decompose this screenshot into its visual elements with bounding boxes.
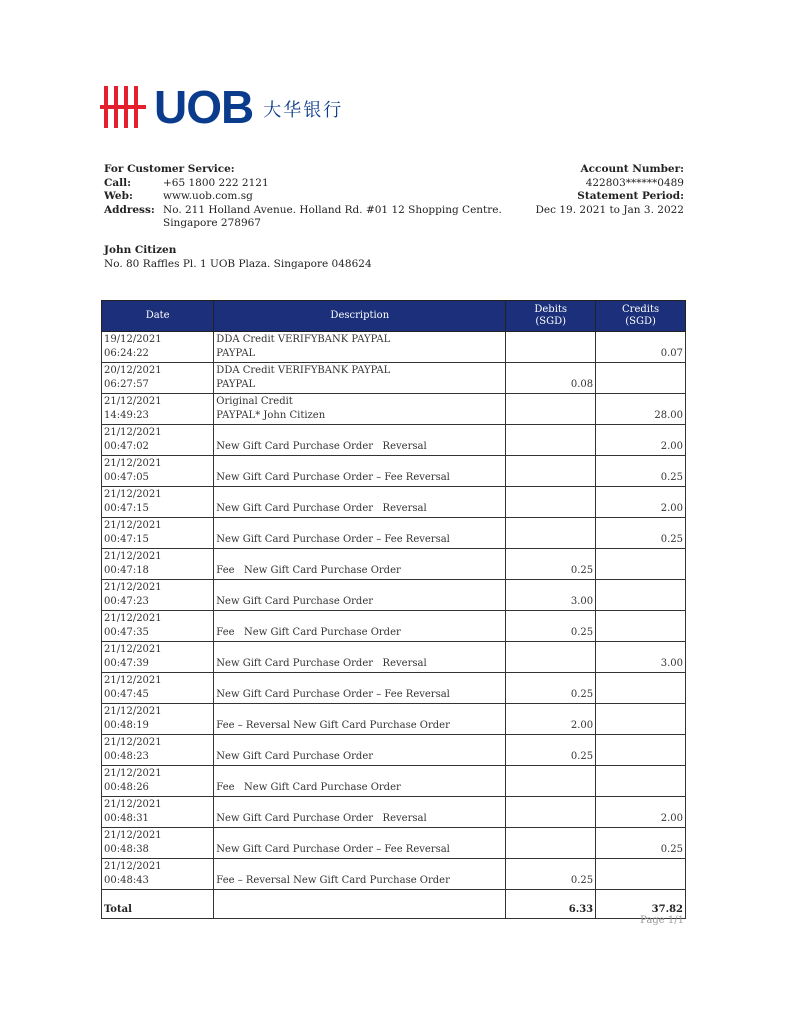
customer-name: John Citizen xyxy=(104,244,177,256)
row-time: 00:47:45 xyxy=(104,689,149,700)
row-debit xyxy=(506,797,596,828)
table-row xyxy=(102,673,686,704)
row-credit xyxy=(596,859,686,890)
row-time: 06:24:22 xyxy=(104,348,149,359)
table-row xyxy=(102,487,686,518)
row-credit: 3.00 xyxy=(596,642,686,673)
row-credit: 0.07 xyxy=(596,332,686,363)
logo-chinese-text: 大华银行 xyxy=(263,100,344,121)
row-time: 14:49:23 xyxy=(104,410,149,421)
row-description: New Gift Card Purchase Order xyxy=(214,735,506,766)
row-description: New Gift Card Purchase Order – Fee Reversal xyxy=(214,673,506,704)
row-description: New Gift Card Purchase Order Reversal xyxy=(214,487,506,518)
row-description: New Gift Card Purchase Order Reversal xyxy=(214,642,506,673)
row-description: New Gift Card Purchase Order xyxy=(214,580,506,611)
row-debit: 0.25 xyxy=(506,859,596,890)
table-header-row xyxy=(102,301,686,332)
row-credit xyxy=(596,673,686,704)
row-description: DDA Credit VERIFYBANK PAYPAL PAYPAL xyxy=(214,363,506,394)
row-credit xyxy=(596,549,686,580)
account-number-label: Account Number: xyxy=(580,163,684,175)
row-time: 00:47:23 xyxy=(104,596,149,607)
row-debit: 0.25 xyxy=(506,611,596,642)
row-time: 00:47:05 xyxy=(104,472,149,483)
customer-service-title: For Customer Service: xyxy=(104,163,235,175)
row-debit xyxy=(506,456,596,487)
table-row xyxy=(102,456,686,487)
row-debit: 0.25 xyxy=(506,549,596,580)
header-debits: Debits (SGD) xyxy=(506,301,596,332)
account-number-value: 422803******0489 xyxy=(585,176,684,189)
transactions-table xyxy=(101,300,686,919)
row-date: 21/12/2021 00:47:45 xyxy=(102,673,214,704)
customer-block xyxy=(104,244,372,271)
row-time: 00:47:39 xyxy=(104,658,149,669)
row-debit xyxy=(506,642,596,673)
row-date: 21/12/2021 00:48:38 xyxy=(102,828,214,859)
row-description: Fee – Reversal New Gift Card Purchase Order xyxy=(214,859,506,890)
table-row xyxy=(102,797,686,828)
row-description: Fee New Gift Card Purchase Order xyxy=(214,549,506,580)
table-row xyxy=(102,859,686,890)
address-label: Address: xyxy=(104,203,155,216)
row-description: Fee – Reversal New Gift Card Purchase Order xyxy=(214,704,506,735)
logo-text: UOB xyxy=(154,81,254,133)
account-block xyxy=(536,163,684,217)
uob-logo xyxy=(100,82,343,132)
row-date: 21/12/2021 14:49:23 xyxy=(102,394,214,425)
row-time: 00:47:15 xyxy=(104,503,149,514)
table-row xyxy=(102,735,686,766)
row-debit: 0.25 xyxy=(506,673,596,704)
row-credit: 28.00 xyxy=(596,394,686,425)
address-line1: No. 211 Holland Avenue. Holland Rd. #01 12 Shopping Centre. xyxy=(163,203,502,216)
customer-service-block xyxy=(104,163,502,231)
table-row xyxy=(102,611,686,642)
uob-logo-icon xyxy=(100,84,146,130)
row-debit xyxy=(506,828,596,859)
row-debit: 0.08 xyxy=(506,363,596,394)
row-credit: 0.25 xyxy=(596,518,686,549)
row-time: 00:48:23 xyxy=(104,751,149,762)
row-debit xyxy=(506,518,596,549)
row-credit xyxy=(596,704,686,735)
row-time: 00:48:43 xyxy=(104,875,149,886)
call-value: +65 1800 222 2121 xyxy=(163,176,269,189)
row-time: 00:47:35 xyxy=(104,627,149,638)
row-debit: 3.00 xyxy=(506,580,596,611)
row-description: New Gift Card Purchase Order – Fee Reversal xyxy=(214,518,506,549)
row-debit xyxy=(506,332,596,363)
total-row xyxy=(102,890,686,919)
table-row xyxy=(102,363,686,394)
row-date: 21/12/2021 00:47:35 xyxy=(102,611,214,642)
row-debit: 2.00 xyxy=(506,704,596,735)
header-description: Description xyxy=(214,301,506,332)
row-description: Fee New Gift Card Purchase Order xyxy=(214,766,506,797)
row-time: 00:47:15 xyxy=(104,534,149,545)
table-row xyxy=(102,332,686,363)
row-description: New Gift Card Purchase Order Reversal xyxy=(214,797,506,828)
row-time: 00:48:38 xyxy=(104,844,149,855)
row-time: 00:48:31 xyxy=(104,813,149,824)
row-time: 00:48:26 xyxy=(104,782,149,793)
statement-period-label: Statement Period: xyxy=(577,190,684,202)
row-date: 21/12/2021 00:48:31 xyxy=(102,797,214,828)
row-credit: 0.25 xyxy=(596,456,686,487)
row-date: 21/12/2021 00:47:23 xyxy=(102,580,214,611)
row-debit xyxy=(506,394,596,425)
table-row xyxy=(102,425,686,456)
row-description: Fee New Gift Card Purchase Order xyxy=(214,611,506,642)
total-credits: 37.82 xyxy=(596,890,686,919)
row-credit xyxy=(596,766,686,797)
row-debit xyxy=(506,766,596,797)
row-time: 06:27:57 xyxy=(104,379,149,390)
row-date: 21/12/2021 00:48:26 xyxy=(102,766,214,797)
row-description: New Gift Card Purchase Order Reversal xyxy=(214,425,506,456)
row-time: 00:48:19 xyxy=(104,720,149,731)
page-number: Page 1/1 xyxy=(640,915,684,926)
row-credit: 0.25 xyxy=(596,828,686,859)
row-date: 21/12/2021 00:47:02 xyxy=(102,425,214,456)
header-date: Date xyxy=(102,301,214,332)
row-debit xyxy=(506,487,596,518)
total-debits: 6.33 xyxy=(506,890,596,919)
row-description: New Gift Card Purchase Order – Fee Reversal xyxy=(214,828,506,859)
statement-period-value: Dec 19. 2021 to Jan 3. 2022 xyxy=(535,203,684,216)
table-row xyxy=(102,549,686,580)
total-label: Total xyxy=(102,890,214,919)
row-date: 21/12/2021 00:47:15 xyxy=(102,487,214,518)
table-row xyxy=(102,518,686,549)
row-debit xyxy=(506,425,596,456)
table-row xyxy=(102,642,686,673)
row-credit xyxy=(596,735,686,766)
row-date: 19/12/2021 06:24:22 xyxy=(102,332,214,363)
call-label: Call: xyxy=(104,176,132,189)
web-link[interactable]: www.uob.com.sg xyxy=(163,190,253,202)
row-credit: 2.00 xyxy=(596,425,686,456)
customer-address: No. 80 Raffles Pl. 1 UOB Plaza. Singapore 048624 xyxy=(104,257,372,270)
table-row xyxy=(102,766,686,797)
row-date: 21/12/2021 00:47:18 xyxy=(102,549,214,580)
row-credit xyxy=(596,363,686,394)
table-row xyxy=(102,828,686,859)
table-row xyxy=(102,394,686,425)
row-credit: 2.00 xyxy=(596,487,686,518)
row-description: Original Credit PAYPAL* John Citizen xyxy=(214,394,506,425)
row-date: 21/12/2021 00:47:15 xyxy=(102,518,214,549)
row-debit: 0.25 xyxy=(506,735,596,766)
row-credit: 2.00 xyxy=(596,797,686,828)
row-date: 21/12/2021 00:47:05 xyxy=(102,456,214,487)
table-row xyxy=(102,580,686,611)
row-date: 21/12/2021 00:47:39 xyxy=(102,642,214,673)
row-date: 20/12/2021 06:27:57 xyxy=(102,363,214,394)
row-description: New Gift Card Purchase Order – Fee Reversal xyxy=(214,456,506,487)
row-date: 21/12/2021 00:48:43 xyxy=(102,859,214,890)
row-credit xyxy=(596,611,686,642)
row-credit xyxy=(596,580,686,611)
table-row xyxy=(102,704,686,735)
address-line2: Singapore 278967 xyxy=(163,217,261,229)
row-date: 21/12/2021 00:48:23 xyxy=(102,735,214,766)
row-description: DDA Credit VERIFYBANK PAYPAL PAYPAL xyxy=(214,332,506,363)
header-credits: Credits (SGD) xyxy=(596,301,686,332)
row-time: 00:47:02 xyxy=(104,441,149,452)
web-label: Web: xyxy=(104,190,133,202)
row-date: 21/12/2021 00:48:19 xyxy=(102,704,214,735)
row-time: 00:47:18 xyxy=(104,565,149,576)
